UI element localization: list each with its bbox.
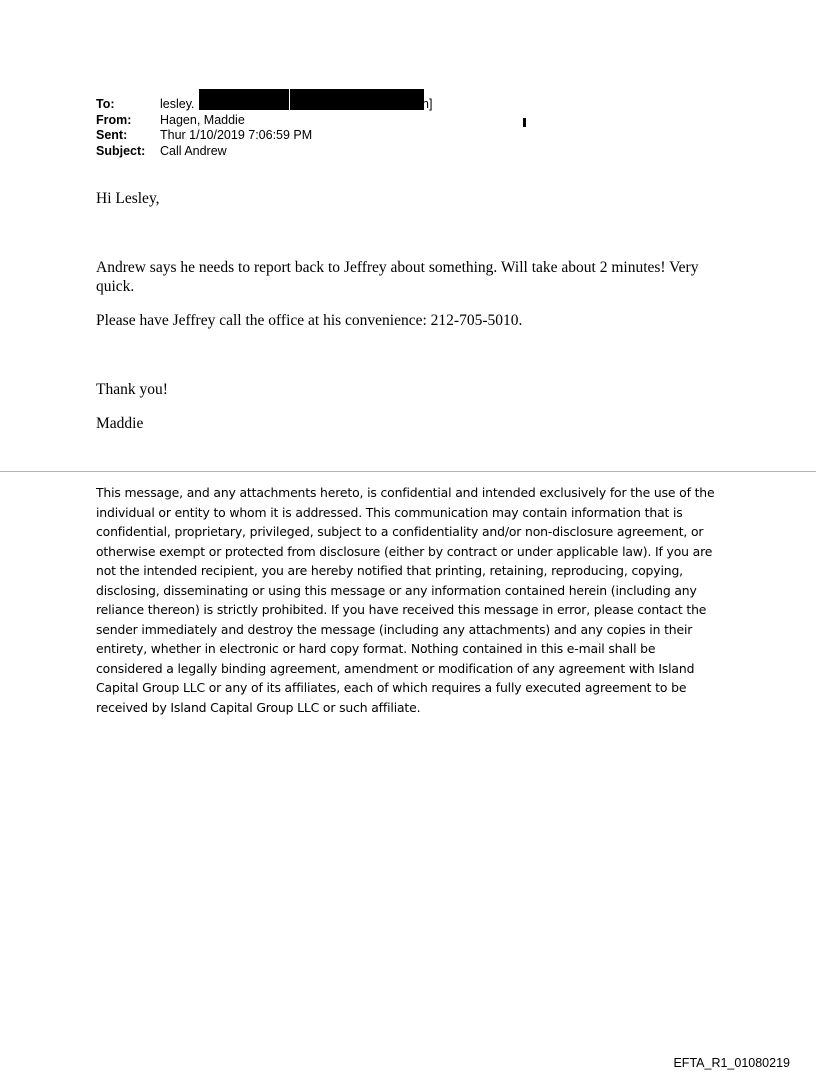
to-value-end: n] <box>422 97 433 111</box>
to-value-start: lesley. <box>160 97 195 111</box>
subject-label: Subject: <box>96 143 146 158</box>
to-label: To: <box>96 97 115 111</box>
body-paragraph-1: Andrew says he needs to report back to Jeffrey about something. Will take about 2 minutes! Very quick. <box>96 259 699 295</box>
confidentiality-disclaimer: This message, and any attachments hereto, is confidential and intended exclusively for the use of the individual or entity to whom it is addressed. This communication may contain information that is confidential, proprietary, privileged, subject to a confidentiality and/or non-disclosure agreement, or otherwise exempt or protected from disclosure (either by contract or under applicable law). If you are not the intended recipient, you are hereby notified that printing, retaining, reproducing, copying, disclosing, disseminating or using this message or any information contained herein (including any reliance thereon) is strictly prohibited. If you have received this message in error, please contact the sender immediately and destroy the message (including any attachments) and any copies in their entirety, whether in electronic or hard copy format. Nothing contained in this e-mail shall be considered a legally binding agreement, amendment or modification of any agreement with Island Capital Group LLC or any of its affiliates, each of which requires a fully executed agreement to be received by Island Capital Group LLC or such affiliate. <box>96 485 715 715</box>
to-value <box>160 97 195 113</box>
from-value: Hagen, Maddie <box>160 112 245 127</box>
divider-line <box>0 471 816 472</box>
signature: Maddie <box>96 415 144 432</box>
greeting: Hi Lesley, <box>96 190 160 207</box>
closing-thanks: Thank you! <box>96 381 168 398</box>
from-label: From: <box>96 112 132 127</box>
sent-value: Thur 1/10/2019 7:06:59 PM <box>160 128 313 142</box>
subject-row <box>96 144 312 160</box>
text-cursor-mark <box>523 118 526 127</box>
redaction-block <box>199 89 289 110</box>
from-row <box>96 113 312 129</box>
redaction-block <box>290 89 424 110</box>
sent-label: Sent: <box>96 128 128 142</box>
document-id: EFTA_R1_01080219 <box>673 1056 790 1070</box>
body-paragraph-2: Please have Jeffrey call the office at his convenience: 212-705-5010. <box>96 312 523 329</box>
sent-row <box>96 128 312 144</box>
subject-value: Call Andrew <box>160 143 227 158</box>
